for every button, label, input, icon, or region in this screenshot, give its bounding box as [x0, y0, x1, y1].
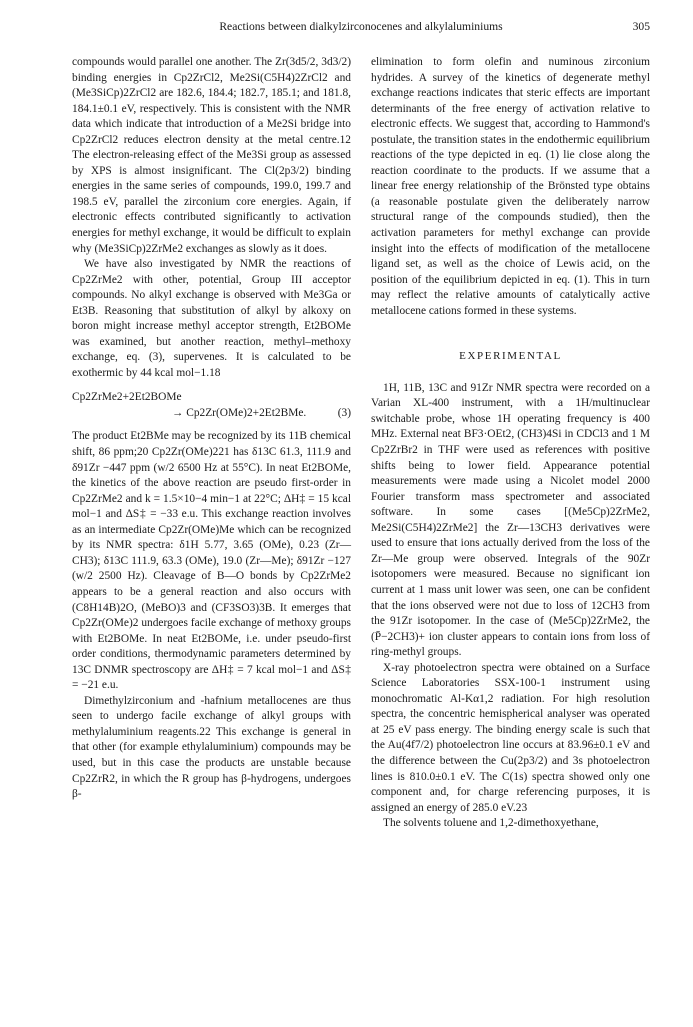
- equation-line-2-text: → Cp2Zr(OMe)2+2Et2BMe.: [172, 407, 307, 420]
- paragraph: elimination to form olefin and numinous zirconium hydrides. A survey of the kinetics of degenerate methyl exchange reactions indicates that steric effects are important determinants of the free energy of activation relative to electronic effects. We suggest that, according to Hammond's postulate, the transition states in the endothermic equilibrium reactions of the type depicted in eq. (1) lie close along the reaction coordinate to the products. If we assume that a linear free energy relationship of the Brönsted type obtains (a reasonable postulate given the deliberately narrow structural range of the compounds studied), then the activation parameters for methyl exchange can provide insight into the effects of modification of the metallocene ligand set, as well as the choice of Lewis acid, on the position of the equilibrium depicted in eq. (1). This in turn may reflect the relative amounts of catalytically active metallocene cations formed in these systems.: [371, 56, 651, 317]
- equation-number: (3): [337, 407, 351, 420]
- paragraph: We have also investigated by NMR the reactions of Cp2ZrMe2 with other, potential, Group III acceptor compounds. No alkyl exchange is observed with Me3Ga or Et3B. Reasoning that substitution of alkyl by alkoxy on boron might increase methyl acceptor strength, Et2BOMe was examined, but another reaction, methyl–methoxy exchange, eq. (3), supervenes. It is calculated to be exothermic by 44 kcal mol−1.18: [72, 258, 351, 379]
- equation-line-2: [72, 405, 351, 421]
- paragraph: X-ray photoelectron spectra were obtained on a Surface Science Laboratories SSX-100-1 instrument using monochromatic Al-Kα1,2 radiation. For high resolution spectra, the concentric hemispherical analyser was operated at 25 eV pass energy. The binding energy scale is such that the Au(4f7/2) photoelectron line occurs at 83.96±0.1 eV and the difference between the Cu(2p3/2) and 3s photoelectron lines is 810.0±0.1 eV. The C(1s) spectra showed only one component and, for charge referencing purposes, it is assigned an energy of 285.0 eV.23: [371, 661, 650, 814]
- paragraph: Dimethylzirconium and -hafnium metallocenes are thus seen to undergo facile exchange of alkyl groups with methylaluminium reagents.22 This exchange is general in that other (for example ethylaluminium) compounds may be used, but in this case the products are unstable because Cp2ZrR2, in which the R group has β-hydrogens, undergoes β-: [72, 694, 351, 801]
- equation-3: [72, 389, 351, 421]
- paragraph: The product Et2BMe may be recognized by its 11B chemical shift, 86 ppm;20 Cp2Zr(OMe)221 has δ13C 61.3, 111.9 and δ91Zr −447 ppm (w/2 6500 Hz at 55°C). In neat Et2BOMe, the kinetics of the above reaction are pseudo first-order in Cp2ZrMe2 and k = 1.5×10−4 min−1 at 22°C; ΔH‡ = 15 kcal mol−1 and ΔS‡ = −33 e.u. This exchange reaction involves as an intermediate Cp2Zr(OMe)Me which can be recognized by its NMR spectra: δ1H 5.77, 3.65 (OMe), 0.23 (Zr—CH3); δ13C 111.9, 63.3 (OMe), 19.0 (Zr—Me); δ91Zr −127 (w/2 2500 Hz). Cleavage of B—O bonds by Cp2ZrMe2 appears to be a general reaction and also occurs with (C8H14B)2O, (MeBO)3 and (CF3SO3)3B. It emerges that Cp2Zr(OMe)2 undergoes facile exchange of methoxy groups with Et2BOMe. In neat Et2BOMe, i.e. under pseudo-first order conditions, thermodynamic parameters determined by 13C DNMR spectroscopy are ΔH‡ = 7 kcal mol−1 and ΔS‡ = −21 e.u.: [72, 430, 351, 692]
- paragraph: 1H, 11B, 13C and 91Zr NMR spectra were recorded on a Varian XL-400 instrument, with a 1H/multinuclear switchable probe, whose 1H operating frequency is 400 MHz. External neat BF3·OEt2, (CH3)4Si in CDCl3 and 1 M Cp2ZrBr2 in THF were used as references with positive shifts being to lower field. Appearance potential measurements were made using a Nicolet model 2000 Fourier transform mass spectrometer and associated software. In some cases [(Me5Cp)2ZrMe2, Me2Si(C5H4)2ZrMe2] the Zr—13CH3 derivatives were used to ensure that ions actually derived from the loss of the Zr—Me group were observed. Integrals of the 90Zr isotopomers were measured. Because no significant ion current at 1 mass unit lower was seen, one can be confident that the ions observed were not due to loss of 12CH3 from the 91Zr isotopomer. In the case of (Me5Cp)2ZrMe2, the (P̄−2CH3)+ ion cluster appears to contain ions from loss of ring-methyl groups.: [371, 381, 650, 659]
- paragraph: compounds would parallel one another. The Zr(3d5/2, 3d3/2) binding energies in Cp2ZrCl2, Me2Si(C5H4)2ZrCl2 and (Me3SiCp)2ZrCl2 are 182.6, 184.4; 182.7, 185.1; and 181.8, 184.1±0.1 eV, respectively. This is consistent with the NMR data which indicate that introduction of a Me2Si bridge into Cp2ZrCl2 reduces electron density at the metal centre.12 The electron-releasing effect of the Me3Si group as assessed by XPS is almost insignificant. The Cl(2p3/2) binding energies in the same series of compounds, 199.0, 199.7 and 198.5 eV, parallel the zirconium core energies. Again, if electronic effects contributed significantly to activation energies for methyl exchange, it would be difficult to explain why (Me3SiCp)2ZrMe2 exchanges as slowly as it does.: [72, 56, 351, 255]
- section-heading: EXPERIMENTAL: [459, 350, 562, 363]
- page-number: 305: [632, 20, 650, 33]
- left-column: [72, 55, 351, 803]
- paragraph: The solvents toluene and 1,2-dimethoxyethane,: [383, 817, 599, 830]
- running-header: [72, 20, 650, 38]
- equation-line-1: Cp2ZrMe2+2Et2BOMe: [72, 391, 182, 404]
- running-title: Reactions between dialkylzirconocenes and alkylaluminiums: [219, 20, 503, 33]
- right-column: [371, 55, 650, 832]
